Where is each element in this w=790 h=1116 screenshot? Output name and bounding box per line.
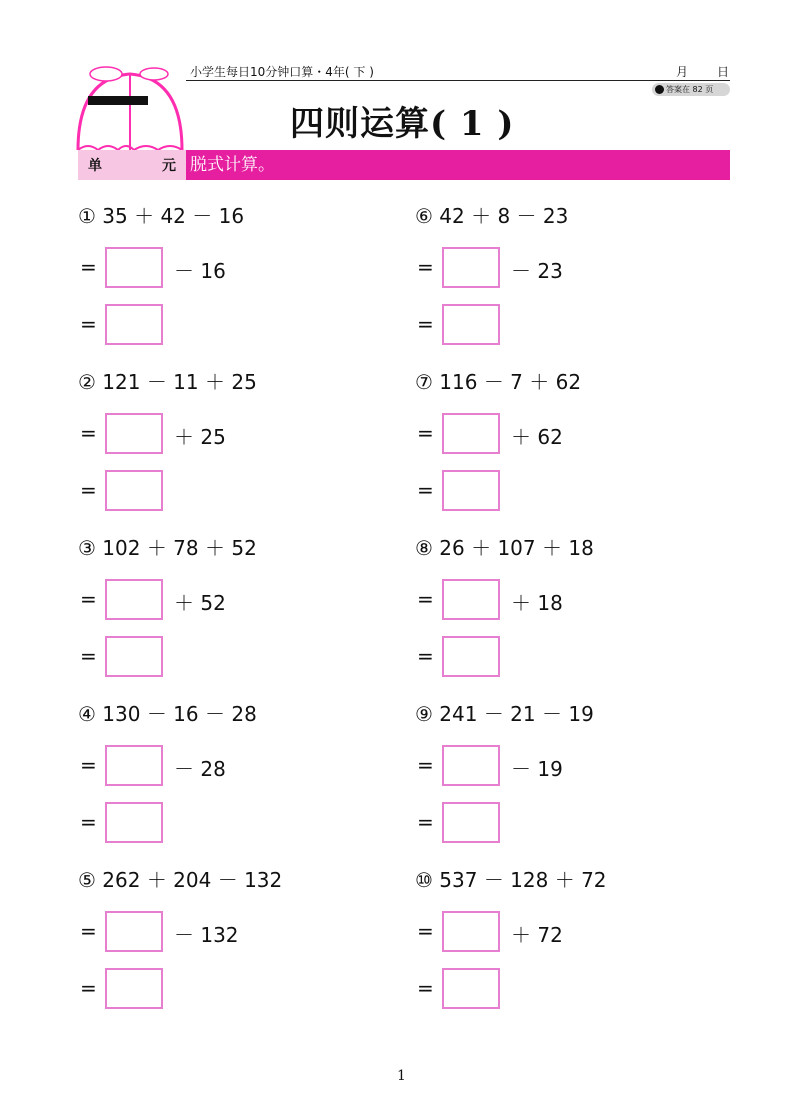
final-answer-box[interactable] bbox=[442, 636, 500, 677]
problem-expression: ⑧ 26 ＋ 107 ＋ 18 bbox=[415, 536, 594, 560]
equals-sign: = bbox=[80, 587, 97, 611]
equals-sign: = bbox=[80, 312, 97, 336]
equals-sign: = bbox=[417, 976, 434, 1000]
problem-expression: ① 35 ＋ 42 － 16 bbox=[78, 204, 245, 228]
final-answer-box[interactable] bbox=[442, 802, 500, 843]
remaining-operation: ＋ 18 bbox=[511, 591, 563, 615]
equals-sign: = bbox=[417, 255, 434, 279]
header-divider bbox=[186, 80, 730, 81]
remaining-operation: － 23 bbox=[511, 259, 563, 283]
unit-label-char-1: 单 bbox=[88, 158, 102, 174]
remaining-operation: － 132 bbox=[174, 923, 239, 947]
problem-expression: ⑦ 116 － 7 ＋ 62 bbox=[415, 370, 582, 394]
remaining-operation: ＋ 25 bbox=[174, 425, 226, 449]
answer-box[interactable] bbox=[105, 911, 163, 952]
remaining-operation: － 16 bbox=[174, 259, 226, 283]
unit-number-mark bbox=[88, 96, 148, 105]
final-answer-box[interactable] bbox=[442, 470, 500, 511]
equals-sign: = bbox=[80, 644, 97, 668]
final-answer-box[interactable] bbox=[105, 304, 163, 345]
problem-expression: ② 121 － 11 ＋ 25 bbox=[78, 370, 257, 394]
final-answer-box[interactable] bbox=[442, 304, 500, 345]
answer-box[interactable] bbox=[442, 911, 500, 952]
remaining-operation: ＋ 52 bbox=[174, 591, 226, 615]
page-title: 四则运算( 1 ) bbox=[290, 104, 515, 144]
answer-reference-badge bbox=[652, 83, 730, 96]
problem-expression: ⑥ 42 ＋ 8 － 23 bbox=[415, 204, 569, 228]
unit-label-char-2: 元 bbox=[162, 158, 176, 174]
answer-reference-text: 答案在 82 页 bbox=[666, 85, 714, 94]
remaining-operation: － 19 bbox=[511, 757, 563, 781]
problem-expression: ⑨ 241 － 21 － 19 bbox=[415, 702, 594, 726]
problem-expression: ⑤ 262 ＋ 204 － 132 bbox=[78, 868, 283, 892]
equals-sign: = bbox=[80, 976, 97, 1000]
remaining-operation: － 28 bbox=[174, 757, 226, 781]
equals-sign: = bbox=[417, 587, 434, 611]
final-answer-box[interactable] bbox=[105, 968, 163, 1009]
final-answer-box[interactable] bbox=[105, 636, 163, 677]
equals-sign: = bbox=[80, 478, 97, 502]
equals-sign: = bbox=[80, 810, 97, 834]
problem-expression: ④ 130 － 16 － 28 bbox=[78, 702, 257, 726]
answer-box[interactable] bbox=[442, 413, 500, 454]
equals-sign: = bbox=[417, 644, 434, 668]
equals-sign: = bbox=[417, 810, 434, 834]
worksheet-series: 小学生每日10分钟口算・4年( 下 ) bbox=[190, 65, 374, 79]
arrow-icon bbox=[655, 85, 664, 94]
remaining-operation: ＋ 62 bbox=[511, 425, 563, 449]
answer-box[interactable] bbox=[442, 579, 500, 620]
final-answer-box[interactable] bbox=[442, 968, 500, 1009]
answer-box[interactable] bbox=[442, 247, 500, 288]
equals-sign: = bbox=[80, 919, 97, 943]
day-label: 日 bbox=[717, 65, 730, 79]
equals-sign: = bbox=[80, 753, 97, 777]
answer-box[interactable] bbox=[105, 745, 163, 786]
equals-sign: = bbox=[417, 478, 434, 502]
month-label: 月 bbox=[676, 65, 689, 79]
instruction-text: 脱式计算。 bbox=[190, 155, 275, 175]
remaining-operation: ＋ 72 bbox=[511, 923, 563, 947]
problem-expression: ⑩ 537 － 128 ＋ 72 bbox=[415, 868, 607, 892]
answer-box[interactable] bbox=[442, 745, 500, 786]
answer-box[interactable] bbox=[105, 247, 163, 288]
equals-sign: = bbox=[417, 919, 434, 943]
answer-box[interactable] bbox=[105, 413, 163, 454]
equals-sign: = bbox=[80, 421, 97, 445]
equals-sign: = bbox=[80, 255, 97, 279]
equals-sign: = bbox=[417, 421, 434, 445]
page-number: 1 bbox=[397, 1068, 406, 1084]
equals-sign: = bbox=[417, 312, 434, 336]
final-answer-box[interactable] bbox=[105, 470, 163, 511]
answer-box[interactable] bbox=[105, 579, 163, 620]
problem-expression: ③ 102 ＋ 78 ＋ 52 bbox=[78, 536, 257, 560]
equals-sign: = bbox=[417, 753, 434, 777]
final-answer-box[interactable] bbox=[105, 802, 163, 843]
